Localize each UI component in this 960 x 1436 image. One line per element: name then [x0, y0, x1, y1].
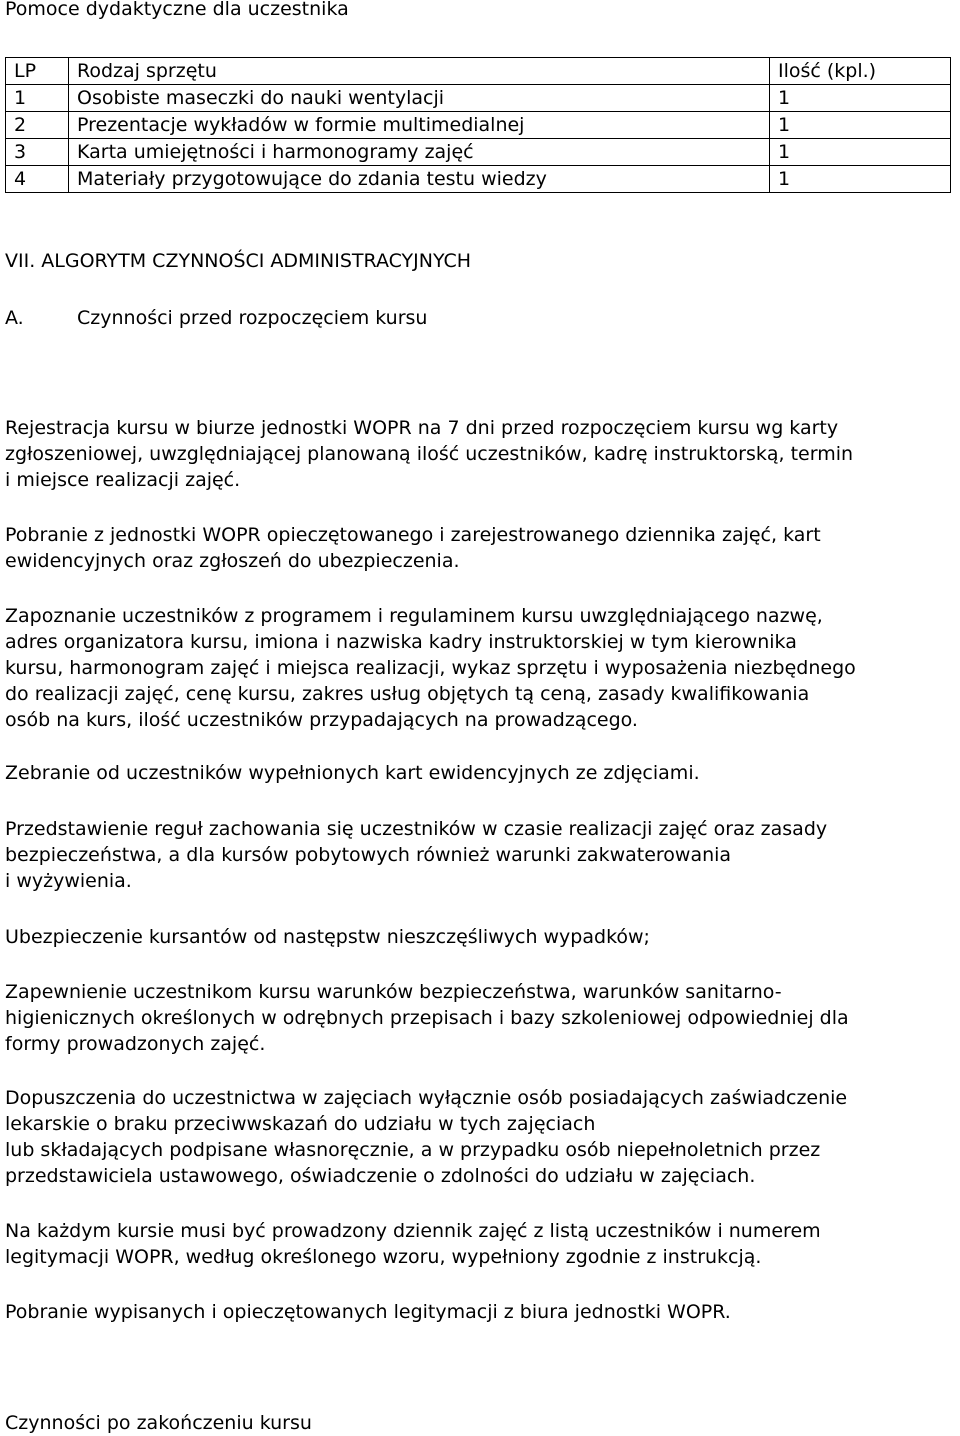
header-cell-qty: Ilość (kpl.) [770, 58, 951, 85]
paragraph-line: lekarskie o braku przeciwwskazań do udziału w tych zajęciach [5, 1113, 596, 1135]
paragraph-safety-rules [5, 816, 955, 894]
paragraph-safety-conditions [5, 979, 955, 1057]
subsection-title [5, 305, 427, 331]
table-row [6, 112, 951, 139]
paragraph-line: lub składających podpisane własnoręcznie, a w przypadku osób niepełnoletnich przez [5, 1139, 821, 1161]
cell-qty: 1 [770, 112, 951, 139]
paragraph-line: i miejsce realizacji zajęć. [5, 469, 241, 491]
table-row [6, 139, 951, 166]
paragraph-line: zgłoszeniowej, uwzględniającej planowaną ilość uczestników, kadrę instruktorską, termin [5, 443, 854, 465]
header-cell-lp: LP [6, 58, 69, 85]
paragraph-registration [5, 415, 955, 493]
table-row [6, 166, 951, 193]
paragraph-line: ewidencyjnych oraz zgłoszeń do ubezpieczenia. [5, 550, 460, 572]
paragraph-line: i wyżywienia. [5, 870, 132, 892]
paragraph-cards-collection [5, 760, 955, 786]
paragraph-line: Ubezpieczenie kursantów od następstw nieszczęśliwych wypadków; [5, 926, 650, 948]
paragraph-course-journal [5, 1218, 955, 1270]
paragraph-line: do realizacji zajęć, cenę kursu, zakres usług objętych tą ceną, zasady kwalifikowania [5, 683, 810, 705]
paragraph-line: adres organizatora kursu, imiona i nazwiska kadry instruktorskiej w tym kierownika [5, 631, 797, 653]
subsection-after-course-title: Czynności po zakończeniu kursu [5, 1412, 312, 1434]
paragraph-line: Pobranie wypisanych i opieczętowanych legitymacji z biura jednostki WOPR. [5, 1301, 731, 1323]
paragraph-line: Dopuszczenia do uczestnictwa w zajęciach wyłącznie osób posiadających zaświadczenie [5, 1087, 848, 1109]
cell-qty: 1 [770, 139, 951, 166]
cell-lp: 2 [6, 112, 69, 139]
paragraph-line: Pobranie z jednostki WOPR opieczętowanego i zarejestrowanego dziennika zajęć, kart [5, 524, 821, 546]
paragraph-line: bezpieczeństwa, a dla kursów pobytowych również warunki zakwaterowania [5, 844, 732, 866]
equipment-table [5, 57, 951, 193]
cell-name: Materiały przygotowujące do zdania testu wiedzy [69, 166, 770, 193]
paragraph-admission [5, 1085, 955, 1189]
table-header-row [6, 58, 951, 85]
paragraph-line: Zapewnienie uczestnikom kursu warunków bezpieczeństwa, warunków sanitarno- [5, 981, 782, 1003]
paragraph-line: Na każdym kursie musi być prowadzony dziennik zajęć z listą uczestników i numerem [5, 1220, 821, 1242]
paragraph-line: Przedstawienie reguł zachowania się uczestników w czasie realizacji zajęć oraz zasady [5, 818, 828, 840]
section-title: VII. ALGORYTM CZYNNOŚCI ADMINISTRACYJNYCH [5, 250, 472, 272]
cell-lp: 3 [6, 139, 69, 166]
paragraph-insurance [5, 924, 955, 950]
cell-name: Prezentacje wykładów w formie multimedialnej [69, 112, 770, 139]
page-heading: Pomoce dydaktyczne dla uczestnika [5, 0, 349, 20]
paragraph-program-briefing [5, 603, 955, 733]
paragraph-line: higienicznych określonych w odrębnych przepisach i bazy szkoleniowej odpowiedniej dla [5, 1007, 849, 1029]
paragraph-line: Zebranie od uczestników wypełnionych kart ewidencyjnych ze zdjęciami. [5, 762, 700, 784]
paragraph-line: Rejestracja kursu w biurze jednostki WOPR na 7 dni przed rozpoczęciem kursu wg karty [5, 417, 839, 439]
cell-lp: 1 [6, 85, 69, 112]
subsection-label: Czynności przed rozpoczęciem kursu [77, 307, 428, 329]
cell-name: Karta umiejętności i harmonogramy zajęć [69, 139, 770, 166]
paragraph-ids-pickup [5, 1299, 955, 1325]
paragraph-line: legitymacji WOPR, według określonego wzoru, wypełniony zgodnie z instrukcją. [5, 1246, 762, 1268]
subsection-letter: A. [5, 307, 24, 329]
cell-lp: 4 [6, 166, 69, 193]
paragraph-line: kursu, harmonogram zajęć i miejsca realizacji, wykaz sprzętu i wyposażenia niezbędnego [5, 657, 856, 679]
paragraph-line: osób na kurs, ilość uczestników przypadających na prowadzącego. [5, 709, 638, 731]
cell-qty: 1 [770, 166, 951, 193]
cell-qty: 1 [770, 85, 951, 112]
table-row [6, 85, 951, 112]
paragraph-journal-pickup [5, 522, 955, 574]
header-cell-name: Rodzaj sprzętu [69, 58, 770, 85]
paragraph-line: przedstawiciela ustawowego, oświadczenie o zdolności do udziału w zajęciach. [5, 1165, 756, 1187]
cell-name: Osobiste maseczki do nauki wentylacji [69, 85, 770, 112]
paragraph-line: Zapoznanie uczestników z programem i regulaminem kursu uwzględniającego nazwę, [5, 605, 823, 627]
paragraph-line: formy prowadzonych zajęć. [5, 1033, 266, 1055]
